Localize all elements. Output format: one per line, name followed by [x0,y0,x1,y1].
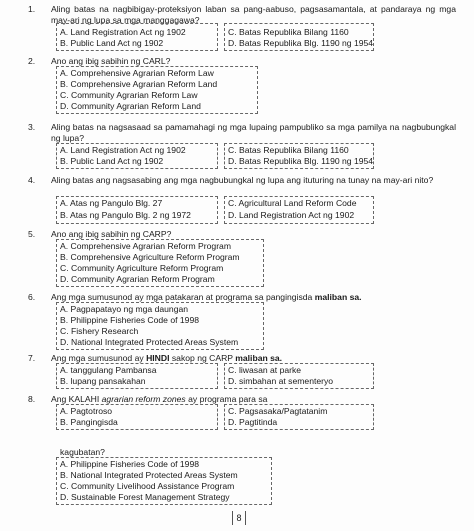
option-c[interactable]: C. liwasan at parke [228,365,302,375]
option-a[interactable]: A. Atas ng Pangulo Blg. 27 [60,198,163,208]
question-stem: Aling batas na nagsasaad sa pamamahagi ng mga lupaing pampubliko sa mga pamilya na nagbubungkal ng lupa? [51,122,456,143]
question-5 [28,229,458,287]
stem-emphasis: maliban sa. [314,292,362,302]
question-stem: Ano ang ibig sabihin ng CARL? [51,56,171,66]
option-a[interactable]: A. Pagpapatayo ng mga daungan [60,304,189,314]
option-d[interactable]: D. Sustainable Forest Management Strategy [60,492,230,502]
question-number: 5. [28,229,36,239]
question-number: 6. [28,292,36,302]
option-d[interactable]: D. National Integrated Protected Areas System [60,337,239,347]
option-c[interactable]: C. Community Agrarian Reform Law [60,90,198,100]
option-b[interactable]: B. Comprehensive Agriculture Reform Program [60,252,240,262]
question-3 [28,122,458,168]
stem-text: Ang mga sumusunod ay [51,353,147,363]
stem-text: ay programa para sa [185,394,268,404]
option-d[interactable]: D. Land Registration Act ng 1902 [228,210,355,220]
question-number: 2. [28,56,36,66]
option-c[interactable]: C. Pagsasaka/Pagtatanim [228,406,328,416]
option-a[interactable]: A. Comprehensive Agrarian Reform Law [60,68,214,78]
option-c[interactable]: C. Fishery Research [60,326,139,336]
option-a[interactable]: A. Land Registration Act ng 1902 [60,145,186,155]
option-a[interactable]: A. Land Registration Act ng 1902 [60,27,186,37]
stem-text: Ang mga sumusunod ay mga patakaran at programa sa pangingisda [51,292,315,302]
question-7 [28,353,458,389]
option-c[interactable]: C. Community Agriculture Reform Program [60,263,224,273]
stem-text: sakop ng CARP [169,353,236,363]
option-b[interactable]: B. Pangingisda [60,417,118,427]
option-a[interactable]: A. Pagtotroso [60,406,113,416]
question-4 [28,175,458,223]
option-c[interactable]: C. Community Livelihood Assistance Program [60,481,235,491]
option-a[interactable]: A. Philippine Fisheries Code of 1998 [60,459,200,469]
option-d[interactable]: D. simbahan at sementeryo [228,376,334,386]
question-number: 3. [28,122,36,132]
question-number: 7. [28,353,36,363]
question-stem: Ano ang ibig sabihin ng CARP? [51,229,172,239]
option-b[interactable]: B. Public Land Act ng 1902 [60,38,164,48]
page-number: 8 [232,511,246,525]
stem-emphasis: HINDI [146,353,170,363]
option-d[interactable]: D. Batas Republika Blg. 1190 ng 1954 [228,156,374,166]
option-a[interactable]: A. tanggulang Pambansa [60,365,157,375]
option-b[interactable]: B. Philippine Fisheries Code of 1998 [60,315,200,325]
stem-emphasis: maliban sa. [235,353,283,363]
question-number: 4. [28,175,36,185]
question-8 [28,394,458,430]
question-stem: Aling batas ang nagsasabing ang mga nagbubungkal ng lupa ang ituturing na tunay na may-ari nito? [51,175,434,185]
question-1 [28,4,458,50]
question-number: 1. [28,4,36,14]
option-b[interactable]: B. National Integrated Protected Areas System [60,470,238,480]
option-c[interactable]: C. Batas Republika Bilang 1160 [228,27,349,37]
option-b[interactable]: B. Atas ng Pangulo Blg. 2 ng 1972 [60,210,191,220]
option-d[interactable]: D. Batas Republika Blg. 1190 ng 1954 [228,38,374,48]
option-b[interactable]: B. lupang pansakahan [60,376,146,386]
question-stem: Aling batas na nagbibigay-proteksiyon laban sa pang-aabuso, pagsasamantala, at pandaraya ng mga may-ari ng lupa sa mga manggagawa? [51,4,456,25]
question-9 [48,447,458,505]
question-2 [28,56,458,114]
question-stem: kagubatan? [60,447,105,457]
option-d[interactable]: D. Community Agrarian Reform Land [60,101,201,111]
question-number: 8. [28,394,36,404]
option-d[interactable]: D. Community Agrarian Reform Program [60,274,215,284]
option-b[interactable]: B. Comprehensive Agrarian Reform Land [60,79,218,89]
option-c[interactable]: C. Batas Republika Bilang 1160 [228,145,349,155]
option-a[interactable]: A. Comprehensive Agrarian Reform Program [60,241,231,251]
question-6 [28,292,458,350]
stem-text: Ang KALAHI [51,394,102,404]
stem-italic: agrarian reform zones [101,394,186,404]
option-d[interactable]: D. Pagtitinda [228,417,278,427]
option-b[interactable]: B. Public Land Act ng 1902 [60,156,164,166]
option-c[interactable]: C. Agricultural Land Reform Code [228,198,357,208]
